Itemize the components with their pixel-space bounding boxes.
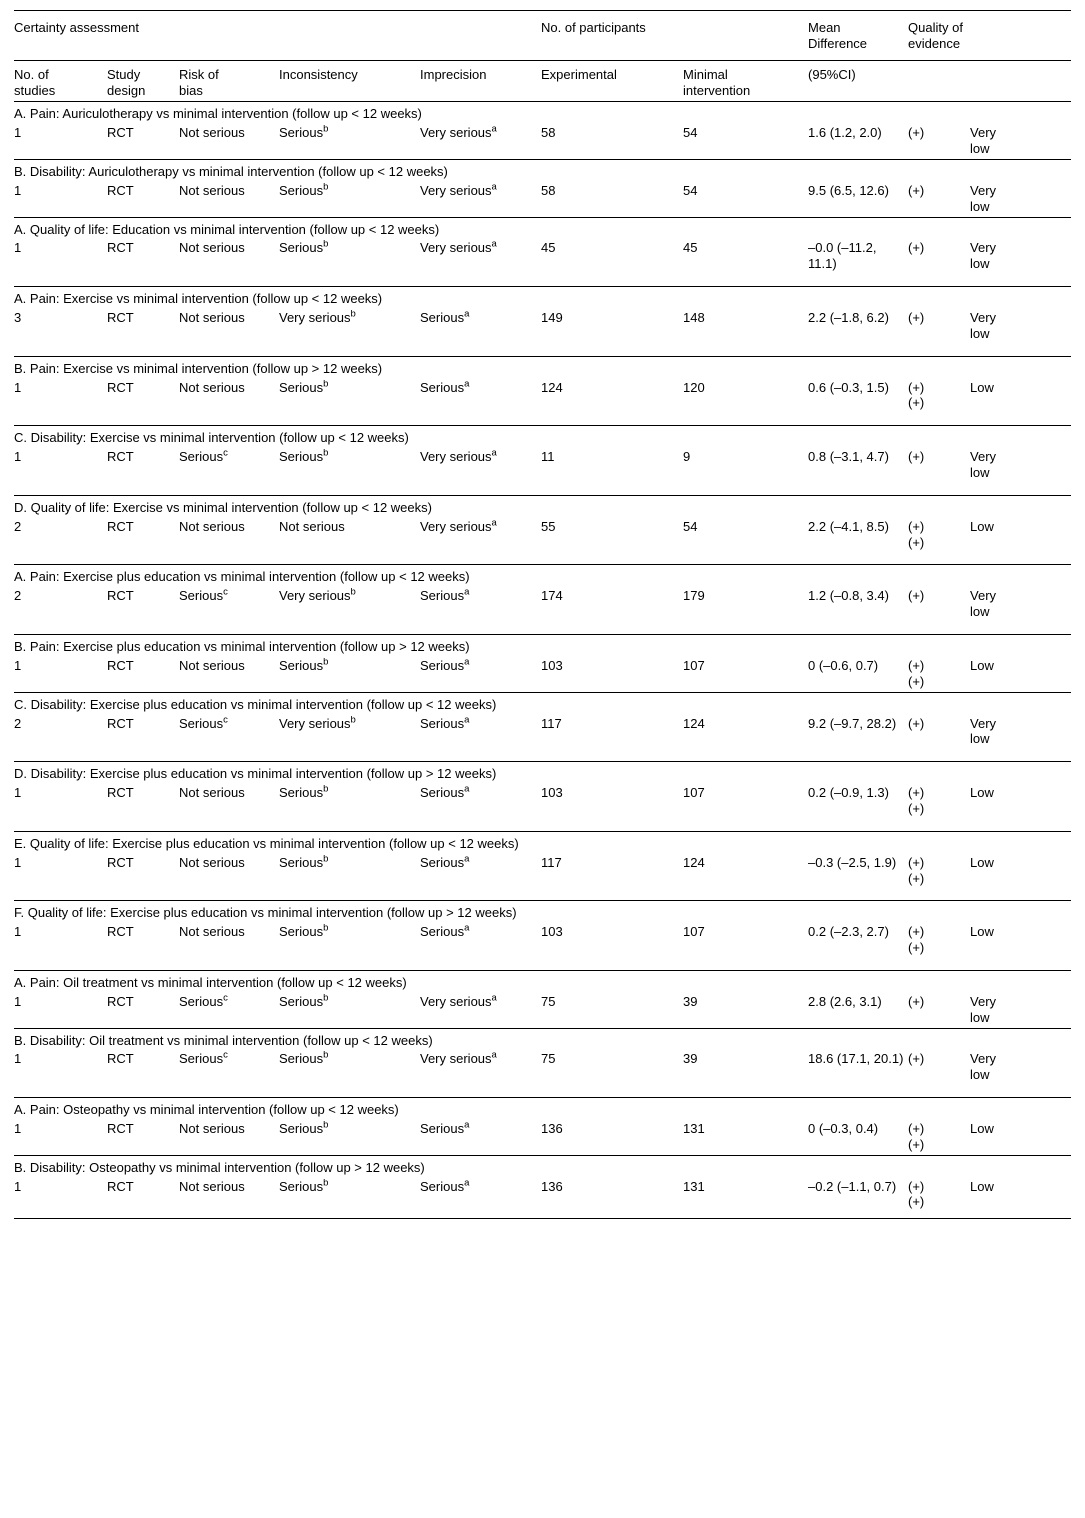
table-row (14, 1177, 1071, 1213)
cell-risk-of-bias: Not serious (179, 240, 245, 256)
footnote-marker: a (464, 378, 470, 390)
footnote-marker: a (491, 181, 497, 193)
section-header-row (14, 495, 1071, 516)
cell-risk-of-bias: Not serious (179, 924, 245, 940)
cell-experimental: 75 (541, 1051, 556, 1067)
cell-inconsistency: Not serious (279, 518, 345, 534)
section-title: B. Pain: Exercise vs minimal intervention (follow up > 12 weeks) (14, 356, 1071, 377)
footnote-marker: b (323, 1177, 329, 1189)
cell-imprecision: Very serious$^a$ (420, 992, 497, 1009)
footnote-marker: b (350, 308, 356, 320)
footnote-marker: c (223, 1050, 228, 1062)
cell-quality-symbols: (+) (908, 993, 925, 1009)
footnote-marker: b (323, 656, 329, 668)
cell-quality-symbols: (+) (+) (908, 1120, 925, 1152)
footnote-marker: b (323, 447, 329, 459)
section-title: D. Quality of life: Exercise vs minimal intervention (follow up < 12 weeks) (14, 495, 1071, 516)
table-row (14, 517, 1071, 553)
cell-experimental: 103 (541, 785, 563, 801)
cell-quality-symbols: (+) (+) (908, 785, 925, 816)
cell-design: RCT (107, 125, 134, 141)
section-header-row (14, 970, 1071, 991)
cell-minimal-intervention: 54 (683, 125, 698, 141)
group-header-participants: No. of participants (541, 11, 808, 61)
cell-inconsistency: Serious$^b$ (279, 992, 329, 1009)
cell-design: RCT (107, 1178, 134, 1194)
cell-risk-of-bias: Not serious (179, 657, 245, 673)
cell-quality-symbols: (+) (+) (908, 379, 925, 411)
group-header-certainty: Certainty assessment (14, 11, 541, 61)
footnote-marker: a (464, 783, 470, 795)
cell-experimental: 149 (541, 310, 563, 326)
cell-minimal-intervention: 39 (683, 993, 698, 1009)
cell-inconsistency: Very serious$^b$ (279, 587, 356, 604)
footnote-marker: b (323, 922, 329, 934)
cell-experimental: 136 (541, 1178, 563, 1194)
cell-mean-difference: –0.0 (–11.2, 11.1) (808, 240, 877, 272)
cell-imprecision: Very serious$^a$ (420, 123, 497, 141)
cell-design: RCT (107, 785, 134, 801)
table-row (14, 656, 1071, 692)
cell-studies: 1 (14, 379, 22, 395)
cell-quality-rating: Low (970, 379, 994, 395)
cell-quality-rating: Low (970, 785, 994, 801)
cell-studies: 1 (14, 657, 22, 673)
cell-experimental: 45 (541, 240, 556, 256)
cell-minimal-intervention: 124 (683, 715, 705, 731)
cell-minimal-intervention: 39 (683, 1051, 698, 1067)
cell-studies: 1 (14, 924, 22, 940)
section-title: A. Pain: Oil treatment vs minimal intervention (follow up < 12 weeks) (14, 970, 1071, 991)
cell-imprecision: Serious$^a$ (420, 378, 470, 395)
section-header-row (14, 287, 1071, 308)
cell-minimal-intervention: 107 (683, 657, 705, 673)
section-title: D. Disability: Exercise plus education vs minimal intervention (follow up > 12 weeks) (14, 762, 1071, 783)
cell-inconsistency: Serious$^b$ (279, 239, 329, 256)
cell-quality-rating: Very low (970, 993, 997, 1025)
row-spacer (14, 413, 1071, 426)
footnote-marker: a (464, 1119, 470, 1131)
cell-inconsistency: Serious$^b$ (279, 1050, 329, 1067)
cell-inconsistency: Serious$^b$ (279, 922, 329, 940)
cell-imprecision: Serious$^a$ (420, 714, 470, 731)
section-header-row (14, 565, 1071, 586)
footnote-marker: a (464, 922, 470, 934)
section-title: C. Disability: Exercise vs minimal intervention (follow up < 12 weeks) (14, 426, 1071, 447)
cell-quality-rating: Low (970, 924, 994, 940)
section-header-row (14, 762, 1071, 783)
cell-experimental: 103 (541, 657, 563, 673)
cell-mean-difference: 2.2 (–4.1, 8.5) (808, 518, 889, 534)
cell-mean-difference: –0.3 (–2.5, 1.9) (808, 854, 897, 870)
cell-mean-difference: 18.6 (17.1, 20.1) (808, 1051, 904, 1067)
cell-minimal-intervention: 131 (683, 1178, 705, 1194)
cell-minimal-intervention: 124 (683, 854, 705, 870)
cell-experimental: 136 (541, 1120, 563, 1136)
cell-quality-symbols: (+) (+) (908, 854, 925, 886)
cell-risk-of-bias: Not serious (179, 854, 245, 870)
footnote-marker: b (350, 714, 356, 726)
cell-quality-rating: Very low (970, 449, 997, 481)
row-spacer (14, 622, 1071, 635)
cell-studies: 1 (14, 1120, 22, 1136)
footnote-marker: c (223, 587, 228, 599)
section-header-row (14, 901, 1071, 922)
footnote-marker: a (464, 656, 470, 668)
cell-risk-of-bias: Not serious (179, 182, 245, 198)
cell-inconsistency: Serious$^b$ (279, 1119, 329, 1136)
cell-imprecision: Very serious$^a$ (420, 239, 497, 256)
section-header-row (14, 831, 1071, 852)
section-title: C. Disability: Exercise plus education vs minimal intervention (follow up < 12 weeks) (14, 692, 1071, 713)
cell-inconsistency: Serious$^b$ (279, 447, 329, 465)
section-title: B. Disability: Osteopathy vs minimal intervention (follow up > 12 weeks) (14, 1155, 1071, 1176)
cell-studies: 1 (14, 854, 22, 870)
cell-risk-of-bias: Not serious (179, 310, 245, 326)
cell-studies: 2 (14, 518, 22, 534)
cell-risk-of-bias: Not serious (179, 379, 245, 395)
cell-risk-of-bias: Not serious (179, 1178, 245, 1194)
cell-design: RCT (107, 924, 134, 940)
cell-experimental: 124 (541, 379, 563, 395)
section-header-row (14, 635, 1071, 656)
cell-risk-of-bias: Not serious (179, 518, 245, 534)
table-row (14, 123, 1071, 159)
cell-quality-symbols: (+) (908, 449, 925, 465)
footnote-marker: a (491, 447, 497, 459)
cell-imprecision: Serious$^a$ (420, 853, 470, 870)
section-header-row (14, 356, 1071, 377)
section-title: A. Pain: Osteopathy vs minimal intervention (follow up < 12 weeks) (14, 1098, 1071, 1119)
cell-experimental: 11 (541, 449, 555, 465)
col-header-risk-of-bias: Risk of bias (179, 60, 279, 102)
footnote-marker: b (350, 587, 356, 599)
footnote-marker: a (491, 1050, 497, 1062)
cell-inconsistency: Serious$^b$ (279, 783, 329, 801)
cell-design: RCT (107, 1051, 134, 1067)
footnote-marker: a (491, 239, 497, 251)
cell-inconsistency: Serious$^b$ (279, 656, 329, 673)
col-header-imprecision: Imprecision (420, 60, 541, 102)
cell-imprecision: Very serious$^a$ (420, 517, 497, 534)
cell-imprecision: Very serious$^a$ (420, 447, 497, 465)
section-title: B. Disability: Oil treatment vs minimal intervention (follow up < 12 weeks) (14, 1028, 1071, 1049)
cell-studies: 1 (14, 785, 22, 801)
footnote-marker: b (323, 1050, 329, 1062)
cell-studies: 1 (14, 240, 22, 256)
table-row (14, 714, 1071, 750)
cell-mean-difference: 0 (–0.3, 0.4) (808, 1120, 879, 1136)
section-title: A. Pain: Auriculotherapy vs minimal intervention (follow up < 12 weeks) (14, 102, 1071, 123)
cell-mean-difference: –0.2 (–1.1, 0.7) (808, 1178, 897, 1194)
cell-quality-rating: Low (970, 1120, 994, 1136)
cell-studies: 1 (14, 993, 22, 1009)
row-spacer (14, 749, 1071, 762)
col-header-experimental: Experimental (541, 60, 683, 102)
cell-inconsistency: Serious$^b$ (279, 123, 329, 141)
cell-studies: 3 (14, 310, 22, 326)
cell-experimental: 58 (541, 125, 556, 141)
cell-quality-symbols: (+) (+) (908, 657, 925, 689)
col-header-ci: (95%CI) (808, 60, 908, 102)
cell-inconsistency: Very serious$^b$ (279, 308, 356, 326)
cell-risk-of-bias: Serious$^c$ (179, 447, 228, 465)
cell-design: RCT (107, 993, 134, 1009)
cell-quality-symbols: (+) (908, 125, 925, 141)
row-spacer (14, 344, 1071, 357)
cell-quality-rating: Low (970, 518, 994, 534)
cell-quality-symbols: (+) (908, 1051, 925, 1067)
cell-mean-difference: 9.2 (–9.7, 28.2) (808, 715, 897, 731)
cell-imprecision: Serious$^a$ (420, 1119, 470, 1136)
cell-mean-difference: 0 (–0.6, 0.7) (808, 657, 879, 673)
footnote-marker: c (223, 992, 228, 1004)
cell-minimal-intervention: 179 (683, 588, 705, 604)
cell-design: RCT (107, 854, 134, 870)
cell-experimental: 75 (541, 993, 556, 1009)
section-title: A. Pain: Exercise vs minimal intervention (follow up < 12 weeks) (14, 287, 1071, 308)
cell-studies: 1 (14, 1178, 22, 1194)
cell-minimal-intervention: 107 (683, 924, 705, 940)
cell-experimental: 55 (541, 518, 556, 534)
cell-studies: 1 (14, 125, 22, 141)
cell-quality-symbols: (+) (908, 182, 925, 198)
cell-inconsistency: Serious$^b$ (279, 181, 329, 198)
table-row (14, 447, 1071, 483)
cell-quality-rating: Low (970, 657, 994, 673)
cell-quality-rating: Very low (970, 310, 997, 341)
row-spacer (14, 274, 1071, 287)
cell-design: RCT (107, 379, 134, 395)
cell-inconsistency: Serious$^b$ (279, 1177, 329, 1194)
table-row (14, 783, 1071, 819)
cell-risk-of-bias: Serious$^c$ (179, 587, 228, 604)
cell-mean-difference: 1.2 (–0.8, 3.4) (808, 588, 889, 604)
section-header-row (14, 217, 1071, 238)
table-row (14, 1119, 1071, 1155)
cell-minimal-intervention: 131 (683, 1120, 705, 1136)
cell-quality-rating: Low (970, 1178, 994, 1194)
col-header-design: Study design (107, 60, 179, 102)
section-header-row (14, 1028, 1071, 1049)
column-header-row (14, 60, 1071, 102)
cell-design: RCT (107, 715, 134, 731)
cell-risk-of-bias: Serious$^c$ (179, 714, 228, 731)
cell-imprecision: Serious$^a$ (420, 1177, 470, 1194)
table-row (14, 853, 1071, 889)
section-title: B. Disability: Auriculotherapy vs minimal intervention (follow up < 12 weeks) (14, 160, 1071, 181)
section-title: B. Pain: Exercise plus education vs minimal intervention (follow up > 12 weeks) (14, 635, 1071, 656)
cell-minimal-intervention: 9 (683, 449, 691, 465)
cell-experimental: 174 (541, 588, 563, 604)
footnote-marker: b (323, 1119, 329, 1131)
row-spacer (14, 552, 1071, 565)
cell-minimal-intervention: 45 (683, 240, 698, 256)
cell-mean-difference: 2.2 (–1.8, 6.2) (808, 310, 889, 326)
cell-experimental: 117 (541, 854, 562, 870)
row-spacer (14, 1085, 1071, 1098)
cell-design: RCT (107, 1120, 134, 1136)
cell-quality-symbols: (+) (908, 310, 925, 326)
cell-quality-rating: Very low (970, 588, 997, 620)
footnote-marker: b (323, 181, 329, 193)
table-row (14, 586, 1071, 622)
cell-studies: 1 (14, 449, 22, 465)
footnote-marker: a (491, 123, 497, 135)
grade-evidence-table (14, 10, 1071, 1219)
footnote-marker: b (323, 853, 329, 865)
cell-design: RCT (107, 518, 134, 534)
cell-mean-difference: 0.8 (–3.1, 4.7) (808, 449, 889, 465)
footnote-marker: a (464, 587, 470, 599)
cell-quality-rating: Very low (970, 182, 997, 214)
footnote-marker: b (323, 123, 329, 135)
footnote-marker: b (323, 378, 329, 390)
cell-design: RCT (107, 449, 134, 465)
row-spacer (14, 958, 1071, 971)
cell-experimental: 103 (541, 924, 563, 940)
footnote-marker: a (491, 992, 497, 1004)
cell-design: RCT (107, 182, 134, 198)
cell-imprecision: Very serious$^a$ (420, 1050, 497, 1067)
cell-quality-symbols: (+) (908, 240, 925, 256)
table-bottom-rule (14, 1212, 1071, 1219)
section-header-row (14, 1098, 1071, 1119)
footnote-marker: c (223, 447, 228, 459)
cell-minimal-intervention: 54 (683, 182, 698, 198)
cell-studies: 2 (14, 715, 22, 731)
cell-mean-difference: 0.2 (–2.3, 2.7) (808, 924, 889, 940)
cell-studies: 1 (14, 182, 22, 198)
col-header-minimal-intervention: Minimal intervention (683, 60, 808, 102)
cell-quality-rating: Low (970, 854, 994, 870)
cell-imprecision: Serious$^a$ (420, 587, 470, 604)
footnote-marker: a (464, 853, 470, 865)
cell-risk-of-bias: Serious$^c$ (179, 992, 228, 1009)
cell-quality-symbols: (+) (+) (908, 518, 925, 550)
cell-design: RCT (107, 240, 134, 256)
cell-inconsistency: Very serious$^b$ (279, 714, 356, 731)
col-header-quality-value (970, 60, 1071, 102)
section-title: E. Quality of life: Exercise plus education vs minimal intervention (follow up < 12 weeks) (14, 831, 1071, 852)
cell-studies: 2 (14, 588, 22, 604)
section-title: A. Quality of life: Education vs minimal intervention (follow up < 12 weeks) (14, 217, 1071, 238)
cell-minimal-intervention: 120 (683, 379, 705, 395)
section-header-row (14, 160, 1071, 181)
group-header-quality: Quality of evidence (908, 11, 1071, 61)
cell-design: RCT (107, 588, 134, 604)
section-header-row (14, 426, 1071, 447)
footnote-marker: b (323, 992, 329, 1004)
section-header-row (14, 692, 1071, 713)
section-header-row (14, 1155, 1071, 1176)
col-header-plus (908, 60, 970, 102)
footnote-marker: a (491, 517, 497, 529)
cell-mean-difference: 0.6 (–0.3, 1.5) (808, 379, 889, 395)
cell-minimal-intervention: 107 (683, 785, 705, 801)
section-header-row (14, 102, 1071, 123)
section-title: F. Quality of life: Exercise plus education vs minimal intervention (follow up > 12 weeks) (14, 901, 1071, 922)
footnote-marker: c (223, 714, 228, 726)
cell-risk-of-bias: Serious$^c$ (179, 1050, 228, 1067)
row-spacer (14, 888, 1071, 901)
cell-mean-difference: 2.8 (2.6, 3.1) (808, 993, 882, 1009)
cell-risk-of-bias: Not serious (179, 785, 245, 801)
group-header-row (14, 11, 1071, 61)
table-row (14, 378, 1071, 414)
cell-imprecision: Serious$^a$ (420, 783, 470, 801)
cell-quality-rating: Very low (970, 1051, 997, 1083)
cell-quality-symbols: (+) (+) (908, 1178, 925, 1210)
group-header-mean-difference: Mean Difference (808, 11, 908, 61)
cell-risk-of-bias: Not serious (179, 1120, 245, 1136)
cell-risk-of-bias: Not serious (179, 125, 245, 141)
cell-imprecision: Serious$^a$ (420, 656, 470, 673)
cell-quality-symbols: (+) (908, 588, 925, 604)
cell-mean-difference: 9.5 (6.5, 12.6) (808, 182, 889, 198)
cell-imprecision: Serious$^a$ (420, 922, 470, 940)
cell-quality-symbols: (+) (+) (908, 924, 925, 956)
cell-experimental: 58 (541, 182, 556, 198)
col-header-studies: No. of studies (14, 60, 107, 102)
cell-quality-symbols: (+) (908, 715, 925, 731)
cell-quality-rating: Very low (970, 125, 997, 157)
cell-minimal-intervention: 148 (683, 310, 705, 326)
cell-minimal-intervention: 54 (683, 518, 698, 534)
cell-studies: 1 (14, 1051, 22, 1067)
table-row (14, 308, 1071, 344)
cell-imprecision: Very serious$^a$ (420, 181, 497, 198)
cell-mean-difference: 1.6 (1.2, 2.0) (808, 125, 882, 141)
table-row (14, 1049, 1071, 1085)
table-row (14, 181, 1071, 217)
footnote-marker: b (323, 783, 329, 795)
cell-design: RCT (107, 657, 134, 673)
row-spacer (14, 819, 1071, 832)
cell-imprecision: Serious$^a$ (420, 308, 470, 326)
cell-quality-rating: Very low (970, 240, 997, 272)
cell-design: RCT (107, 310, 134, 326)
table-row (14, 238, 1071, 274)
row-spacer (14, 483, 1071, 496)
cell-quality-rating: Very low (970, 715, 997, 747)
footnote-marker: a (464, 1177, 470, 1189)
cell-mean-difference: 0.2 (–0.9, 1.3) (808, 785, 889, 801)
table-row (14, 992, 1071, 1028)
cell-experimental: 117 (541, 715, 562, 731)
col-header-inconsistency: Inconsistency (279, 60, 420, 102)
table-row (14, 922, 1071, 958)
cell-inconsistency: Serious$^b$ (279, 378, 329, 395)
footnote-marker: b (323, 239, 329, 251)
footnote-marker: a (464, 308, 470, 320)
cell-inconsistency: Serious$^b$ (279, 853, 329, 870)
footnote-marker: a (464, 714, 470, 726)
section-title: A. Pain: Exercise plus education vs minimal intervention (follow up < 12 weeks) (14, 565, 1071, 586)
